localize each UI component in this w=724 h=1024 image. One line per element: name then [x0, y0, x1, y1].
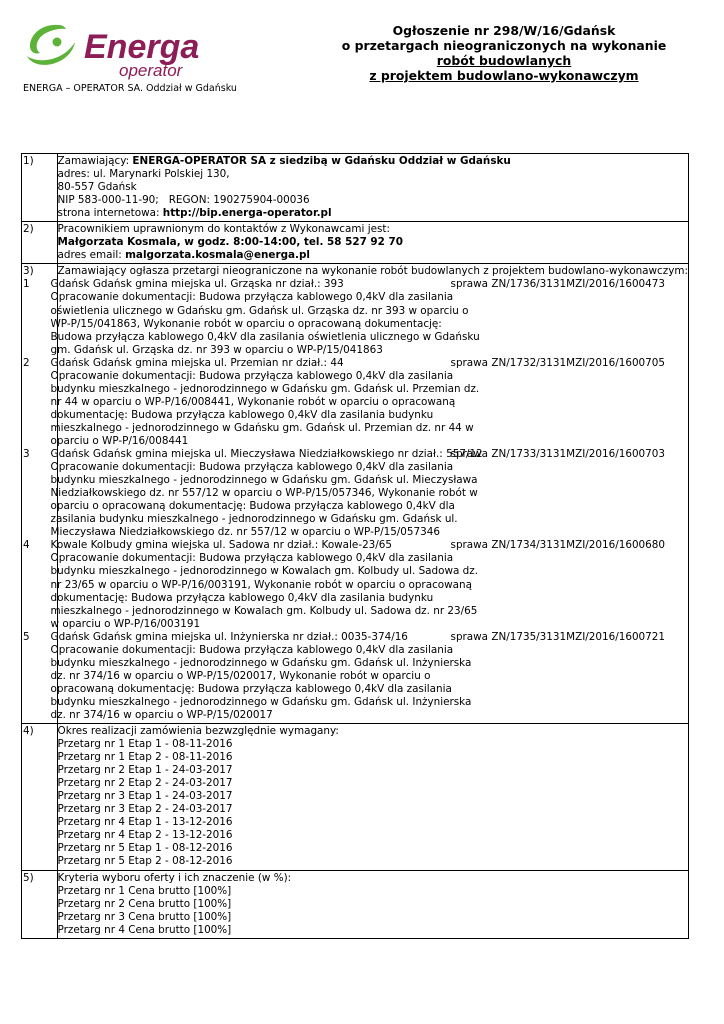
realization-heading: Okres realizacji zamówienia bezwzględnie wymagany:	[57, 725, 339, 738]
realization-line: Przetarg nr 1 Etap 1 - 08-11-2016	[57, 738, 233, 751]
title-line-3: robót budowlanych	[436, 53, 572, 68]
criteria-list	[58, 885, 688, 937]
tender-description	[50, 356, 480, 448]
case-number: sprawa ZN/1732/3131MZI/2016/1600705	[450, 356, 665, 369]
realization-line: Przetarg nr 5 Etap 1 - 08-12-2016	[57, 842, 233, 855]
criteria-line: Przetarg nr 2 Cena brutto [100%]	[57, 897, 232, 910]
realization-line: Przetarg nr 2 Etap 2 - 24-03-2017	[57, 777, 233, 790]
tender-description-line: mieszkalnego - jednorodzinnego w Kowalach gm. Kolbudy ul. Sadowa dz. nr 23/65	[50, 604, 478, 617]
tender-description-line: nr 23/65 w oparciu o WP-P/16/003191, Wykonanie robót w oparciu o opracowaną	[50, 578, 472, 591]
tender-description-line: budynku mieszkalnego - jednorodzinnego w Gdańsku gm. Gdańsk ul. Przemian dz.	[50, 382, 480, 395]
tender-description	[50, 539, 479, 630]
realization-line: Przetarg nr 4 Etap 1 - 13-12-2016	[57, 816, 233, 829]
logo-subtitle: operator	[119, 61, 183, 80]
tender-description-line: Niedziałkowskiego dz. nr 557/12 w oparciu o WP-P/15/057346, Wykonanie robót w	[50, 487, 478, 500]
contact-person: Małgorzata Kosmala, w godz. 8:00-14:00, tel. 58 527 92 70	[57, 236, 403, 249]
tender-description-line: Opracowanie dokumentacji: Budowa przyłącza kablowego 0,4kV dla zasilania	[50, 643, 454, 656]
tender-description-line: Gdańsk Gdańsk gmina miejska ul. Grząska nr dział.: 393	[50, 278, 344, 291]
item-number: 5	[23, 630, 30, 643]
tender-description-line: dokumentację: Budowa przyłącza kablowego 0,4kV dla zasilania budynku	[50, 408, 434, 421]
item-number: 3	[23, 448, 30, 461]
section-number: 2)	[22, 222, 58, 264]
tender-description-line: Opracowanie dokumentacji: Budowa przyłącza kablowego 0,4kV dla zasilania	[50, 369, 454, 382]
tender-description-line: opracowaną dokumentację: Budowa przyłącza kablowego 0,4kV dla zasilania	[50, 682, 452, 695]
tender-item	[51, 448, 688, 539]
tender-description-line: nr 44 w oparciu o WP-P/16/008441, Wykonanie robót w oparciu o opracowaną	[50, 395, 456, 408]
tender-description	[50, 278, 480, 356]
tender-description-line: budynku mieszkalnego - jednorodzinnego w Gdańsku gm. Gdańsk ul. Inżynierska	[50, 656, 472, 669]
tender-description-line: Gdańsk Gdańsk gmina miejska ul. Inżynierska nr dział.: 0035-374/16	[50, 630, 408, 643]
section-number: 5)	[22, 870, 58, 938]
logo-dot	[53, 38, 62, 47]
tender-description-line: Gdańsk Gdańsk gmina miejska ul. Przemian nr dział.: 44	[50, 356, 344, 369]
tender-description-line: oparciu o WP-P/16/008441	[50, 434, 189, 447]
tender-item	[51, 357, 688, 448]
tender-description	[50, 448, 483, 539]
tenders-intro: Zamawiający ogłasza przetargi nieograniczone na wykonanie robót budowlanych z projektem budowlano-wykonawczym:	[57, 265, 688, 278]
authority-address: adres: ul. Marynarki Polskiej 130,	[57, 168, 230, 181]
section-number: 1)	[22, 154, 58, 222]
tender-description-line: Kowale Kolbudy gmina wiejska ul. Sadowa nr dział.: Kowale-23/65	[50, 539, 393, 552]
contact-intro: Pracownikiem uprawnionym do kontaktów z Wykonawcami jest:	[57, 223, 390, 236]
tender-description-line: budynku mieszkalnego - jednorodzinnego w Gdańsku gm. Gdańsk ul. Mieczysława	[50, 474, 478, 487]
email-link[interactable]: malgorzata.kosmala@energa.pl	[125, 249, 310, 262]
title-line-2: o przetargach nieograniczonych na wykonanie	[341, 38, 667, 53]
contact-email: adres email: malgorzata.kosmala@energa.pl	[57, 249, 310, 262]
case-number: sprawa ZN/1734/3131MZI/2016/1600680	[450, 539, 665, 552]
notice-table	[21, 153, 689, 939]
authority-website: strona internetowa: http://bip.energa-operator.pl	[57, 207, 332, 220]
tender-description-line: Gdańsk Gdańsk gmina miejska ul. Mieczysława Niedziałkowskiego nr dział.: 557/12	[50, 448, 483, 461]
authority-city: 80-557 Gdańsk	[57, 181, 137, 194]
tender-description-line: gm. Gdańsk ul. Grząska dz. nr 393 w oparciu o WP-P/15/041863	[50, 343, 383, 356]
notice-title	[334, 23, 674, 83]
section-number: 4)	[22, 724, 58, 871]
contracting-authority: Zamawiający: ENERGA-OPERATOR SA z siedzibą w Gdańsku Oddział w Gdańsku	[57, 155, 511, 167]
tender-description	[50, 630, 472, 722]
section-3	[22, 264, 689, 724]
realization-list	[58, 738, 688, 868]
case-number: sprawa ZN/1736/3131MZI/2016/1600473	[450, 278, 665, 291]
item-number: 1	[23, 278, 30, 291]
tender-description-line: dz. nr 374/16 w oparciu o WP-P/15/020017	[50, 708, 273, 721]
tender-item	[51, 539, 688, 630]
tender-item	[51, 631, 688, 722]
section-1	[22, 154, 689, 222]
realization-line: Przetarg nr 2 Etap 1 - 24-03-2017	[57, 764, 233, 777]
tender-description-line: Opracowanie dokumentacji: Budowa przyłącza kablowego 0,4kV dla zasilania	[50, 291, 454, 304]
logo-swoosh-upper	[30, 25, 66, 54]
title-line-1: Ogłoszenie nr 298/W/16/Gdańsk	[392, 23, 616, 38]
tender-description-line: oświetlenia ulicznego w Gdańsku gm. Gdańsk ul. Grząska dz. nr 393 w oparciu o	[50, 304, 469, 317]
realization-line: Przetarg nr 3 Etap 2 - 24-03-2017	[57, 803, 233, 816]
criteria-line: Przetarg nr 1 Cena brutto [100%]	[57, 884, 232, 897]
case-number: sprawa ZN/1735/3131MZI/2016/1600721	[450, 630, 665, 643]
website-link[interactable]: http://bip.energa-operator.pl	[162, 207, 332, 220]
tender-description-line: mieszkalnego - jednorodzinnego w Gdańsku gm. Gdańsk ul. Przemian dz. nr 44 w	[50, 421, 474, 434]
company-branch: ENERGA – OPERATOR SA. Oddział w Gdańsku	[23, 83, 237, 94]
criteria-line: Przetarg nr 3 Cena brutto [100%]	[57, 910, 232, 923]
tender-item	[51, 278, 688, 356]
authority-name: ENERGA-OPERATOR SA z siedzibą w Gdańsku Oddział w Gdańsku	[132, 155, 511, 167]
tender-description-line: budynku mieszkalnego - jednorodzinnego w Gdańsku gm. Gdańsk ul. Inżynierska	[50, 695, 472, 708]
tender-description-line: Opracowanie dokumentacji: Budowa przyłącza kablowego 0,4kV dla zasilania	[50, 552, 454, 565]
item-number: 2	[23, 356, 30, 369]
section-5	[22, 870, 689, 938]
tender-description-line: dz. nr 374/16 w oparciu o WP-P/15/020017, Wykonanie robót w oparciu o	[50, 669, 431, 682]
tender-description-line: oparciu o opracowaną dokumentację: Budowa przyłącza kablowego 0,4kV dla	[50, 500, 455, 513]
energa-operator-logo	[22, 22, 222, 84]
tender-description-line: zasilania budynku mieszkalnego - jednorodzinnego w Gdańsku gm. Gdańsk ul.	[50, 513, 458, 526]
tender-description-line: dokumentację: Budowa przyłącza kablowego 0,4kV dla zasilania budynku	[50, 591, 434, 604]
tender-description-line: Opracowanie dokumentacji: Budowa przyłącza kablowego 0,4kV dla zasilania	[50, 461, 454, 474]
authority-ids: NIP 583-000-11-90; REGON: 190275904-00036	[57, 194, 310, 207]
logo-wordmark: Energa	[84, 28, 200, 66]
item-number: 4	[23, 539, 30, 552]
tender-description-line: budynku mieszkalnego - jednorodzinnego w Kowalach gm. Kolbudy ul. Sadowa dz.	[50, 565, 479, 578]
tender-description-line: Budowa przyłącza kablowego 0,4kV dla zasilania oświetlenia ulicznego w Gdańsku	[50, 330, 480, 343]
tender-description-line: w oparciu o WP-P/16/003191	[50, 617, 201, 630]
realization-line: Przetarg nr 4 Etap 2 - 13-12-2016	[57, 829, 233, 842]
realization-line: Przetarg nr 5 Etap 2 - 08-12-2016	[57, 855, 233, 868]
realization-line: Przetarg nr 3 Etap 1 - 24-03-2017	[57, 790, 233, 803]
section-4	[22, 724, 689, 871]
tender-items	[51, 278, 688, 722]
criteria-heading: Kryteria wyboru oferty i ich znaczenie (w %):	[57, 871, 292, 884]
realization-line: Przetarg nr 1 Etap 2 - 08-11-2016	[57, 751, 233, 764]
tender-description-line: WP-P/15/041863, Wykonanie robót w oparciu o opracowaną dokumentację:	[50, 317, 442, 330]
criteria-line: Przetarg nr 4 Cena brutto [100%]	[57, 923, 232, 936]
tender-description-line: Mieczysława Niedziałkowskiego dz. nr 557/12 w oparciu o WP-P/15/057346	[50, 526, 440, 539]
section-number: 3)	[23, 265, 34, 278]
section-2	[22, 222, 689, 264]
title-line-4: z projektem budowlano-wykonawczym	[369, 68, 639, 83]
case-number: sprawa ZN/1733/3131MZI/2016/1600703	[450, 448, 665, 461]
